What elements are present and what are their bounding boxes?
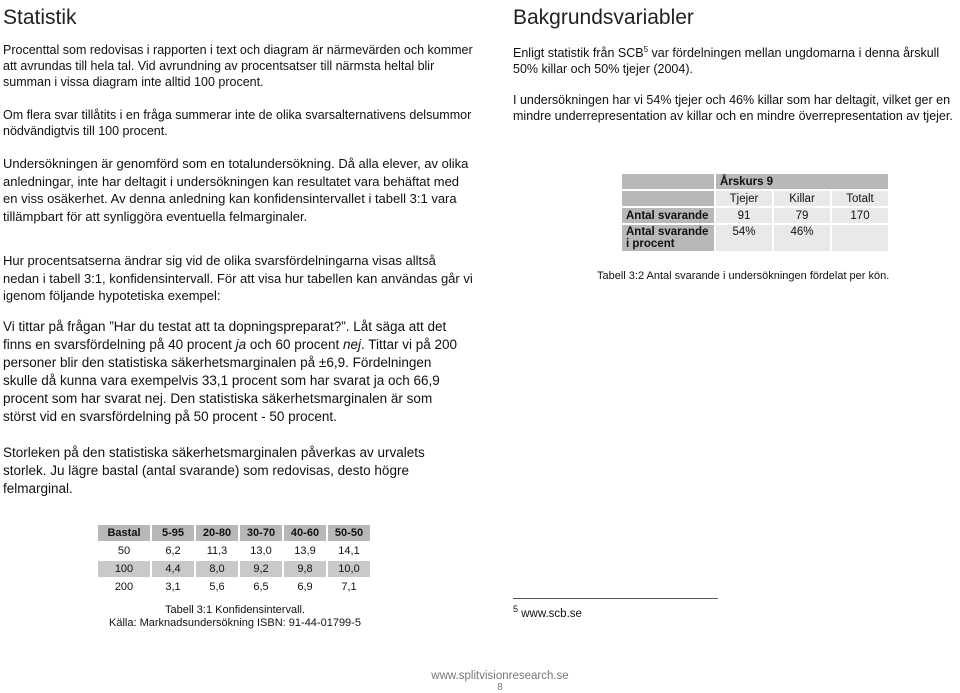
paragraph-total-survey: Undersökningen är genomförd som en totalundersökning. Då alla elever, av olika anledningar, inte har deltagit i undersökningen kan resultatet vara behäftat med en viss osäkerhet. Av denna anledning kan konfidensintervallet i tabell 3:1 vara tillämpbart för att synliggöra eventuella felmarginaler.: [3, 156, 469, 224]
section-title-bakgrundsvariabler: Bakgrundsvariabler: [513, 6, 694, 29]
table31-cell: 7,1: [328, 579, 370, 595]
table31-cell: 13,9: [284, 543, 326, 559]
example-nej: nej: [343, 337, 362, 352]
table31-cell: 6,9: [284, 579, 326, 595]
table31-cell: 8,0: [196, 561, 238, 577]
example-text-3: . Tittar vi på 200 personer blir den statistiska säkerhetsmarginalen på ±6,9. Fördelningen skulle då kunna vara exempelvis 33,1 procent som har svarat ja och 66,9 procent som har svarat nej. Den statistiska säkerhetsmarginalen är som störst vid en svarsfördelning på 50 procent - 50 procent.: [3, 337, 458, 424]
table31-cell: 13,0: [240, 543, 282, 559]
table32-cell: 79: [774, 208, 830, 223]
table-row: [622, 208, 888, 223]
table-confidence-interval: [96, 523, 372, 597]
table32-column-header: Killar: [774, 191, 830, 206]
table-row: [98, 561, 370, 577]
table31-cell: 11,3: [196, 543, 238, 559]
table31-cell: 14,1: [328, 543, 370, 559]
table32-column-header: Totalt: [832, 191, 888, 206]
table31-cell: 5,6: [196, 579, 238, 595]
table-row: [98, 579, 370, 595]
example-text-1: Vi tittar på frågan ”Har du testat att ta dopningspreparat?”. Låt säga att det finns en svarsfördelning på 40 procent: [3, 319, 447, 352]
table31-cell: 100: [98, 561, 150, 577]
table32-caption: Tabell 3:2 Antal svarande i undersökningen fördelat per kön.: [597, 270, 890, 282]
table32-cell: 54%: [716, 225, 772, 251]
table32-column-row: [622, 191, 888, 206]
table31-cell: 10,0: [328, 561, 370, 577]
table31-header: 5-95: [152, 525, 194, 541]
paragraph-example: [3, 318, 465, 426]
paragraph-margin-size: Storleken på den statistiska säkerhetsmarginalen påverkas av urvalets storlek. Ju lägre bastal (antal svarande) som redovisas, desto högre felmarginal.: [3, 445, 425, 496]
table31-header: 40-60: [284, 525, 326, 541]
table31-cell: 9,2: [240, 561, 282, 577]
table-row: [98, 543, 370, 559]
table-respondents-by-gender: [620, 172, 890, 253]
table31-cell: 6,2: [152, 543, 194, 559]
page-number: 8: [497, 682, 503, 693]
footnote-divider: [513, 598, 718, 599]
table32-row-label: Antal svarande i procent: [622, 225, 714, 251]
table32-group-header: Årskurs 9: [716, 174, 888, 189]
table31-header: 30-70: [240, 525, 282, 541]
footnote: [513, 604, 582, 620]
table31-cell: 4,4: [152, 561, 194, 577]
table-row: [622, 225, 888, 251]
table32-group-row: [622, 174, 888, 189]
table32-cell: [832, 225, 888, 251]
table32-cell: 170: [832, 208, 888, 223]
table31-header: 50-50: [328, 525, 370, 541]
example-text-2: och 60 procent: [246, 337, 343, 352]
table31-cell: 50: [98, 543, 150, 559]
table31-caption: Tabell 3:1 Konfidensintervall. Källa: Marknadsundersökning ISBN: 91-44-01799-5: [109, 604, 361, 629]
paragraph-multiple-answers: Om flera svar tillåtits i en fråga summerar inte de olika svarsalternativens delsummor nödvändigtvis till 100 procent.: [3, 108, 472, 138]
table32-cell: 91: [716, 208, 772, 223]
paragraph-gender-distribution: I undersökningen har vi 54% tjejer och 46% killar som har deltagit, vilket ger en mindre underrepresentation av killar och en mindre överrepresentation av tjejer.: [513, 93, 953, 123]
table32-corner: [622, 191, 714, 206]
table32-cell: 46%: [774, 225, 830, 251]
table31-cell: 6,5: [240, 579, 282, 595]
table31-cell: 9,8: [284, 561, 326, 577]
table32-column-header: Tjejer: [716, 191, 772, 206]
footnote-number: 5: [513, 604, 519, 614]
table31-cell: 3,1: [152, 579, 194, 595]
example-ja: ja: [235, 337, 247, 352]
table31-cell: 200: [98, 579, 150, 595]
table32-row-label: Antal svarande: [622, 208, 714, 223]
footnote-ref: 5: [643, 45, 649, 54]
footnote-text: www.scb.se: [518, 607, 582, 620]
table31-header: 20-80: [196, 525, 238, 541]
paragraph-rounding: Procenttal som redovisas i rapporten i text och diagram är närmevärden och kommer att avrundas till hela tal. Vid avrundning av procentsatser till närmsta heltal blir summan i vissa diagram inte alltid 100 procent.: [3, 43, 473, 89]
table31-header: Bastal: [98, 525, 150, 541]
paragraph-scb-statistics: Enligt statistik från SCB$^5$ var fördelningen mellan ungdomarna i denna årskull 50% killar och 50% tjejer (2004).: [513, 45, 940, 77]
table32-corner: [622, 174, 714, 189]
footer-url: www.splitvisionresearch.se: [431, 670, 569, 682]
table31-header-row: [98, 525, 370, 541]
paragraph-how-to-use-table: Hur procentsatserna ändrar sig vid de olika svarsfördelningarna visas alltså nedan i tabell 3:1, konfidensintervall. För att visa hur tabellen kan användas går vi igenom följande hypotetiska exempel:: [3, 253, 473, 303]
section-title-statistik: Statistik: [3, 6, 77, 29]
